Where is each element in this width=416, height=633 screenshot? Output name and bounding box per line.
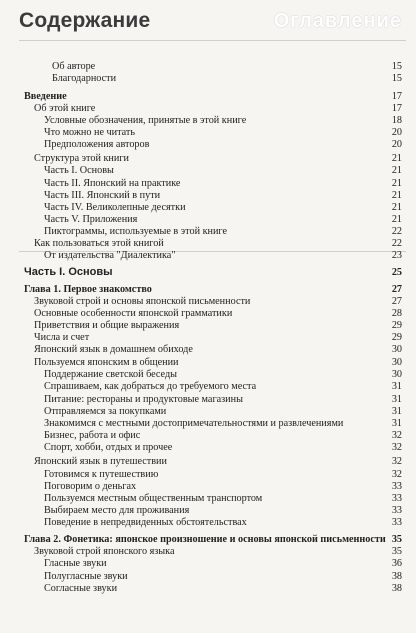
toc-entry[interactable]: Пользуемся японским в общении 30 [34, 357, 402, 368]
toc-entry[interactable]: Часть I. Основы 25 [24, 266, 402, 278]
toc-entry[interactable]: Условные обозначения, принятые в этой книге 18 [44, 115, 402, 126]
toc-entry[interactable]: Как пользоваться этой книгой 22 [34, 238, 402, 249]
toc-entry[interactable]: Часть II. Японский на практике 21 [44, 178, 402, 189]
toc-entry[interactable]: Пользуемся местным общественным транспортом 33 [44, 493, 402, 504]
toc-entry[interactable]: Гласные звуки 36 [44, 558, 402, 569]
toc-entry[interactable]: Пиктограммы, используемые в этой книге 22 [44, 226, 402, 237]
toc-entry[interactable]: Бизнес, работа и офис 32 [44, 430, 402, 441]
toc-entry[interactable]: Числа и счет 29 [34, 332, 402, 343]
toc-entry[interactable]: Отправляемся за покупками 31 [44, 406, 402, 417]
toc-entry[interactable]: Звуковой строй японского языка 35 [34, 546, 402, 557]
toc-entry[interactable]: Основные особенности японской грамматики 28 [34, 308, 402, 319]
toc-entry[interactable]: Часть IV. Великолепные десятки 21 [44, 202, 402, 213]
toc-entry[interactable]: Благодарности 15 [52, 73, 402, 84]
toc-entry[interactable]: Знакомимся с местными достопримечательностями и развлечениями 31 [44, 418, 402, 429]
toc-entry[interactable]: Спрашиваем, как добраться до требуемого места 31 [44, 381, 402, 392]
toc-entry[interactable]: Глава 2. Фонетика: японское произношение и основы японской письменности 35 [24, 534, 402, 545]
toc-entry[interactable]: Введение 17 [24, 91, 402, 102]
toc-entry[interactable]: Предположения авторов 20 [44, 139, 402, 150]
toc-entry[interactable]: Часть V. Приложения 21 [44, 214, 402, 225]
toc-entry[interactable]: Спорт, хобби, отдых и прочее 32 [44, 442, 402, 453]
toc-entry[interactable]: Глава 1. Первое знакомство 27 [24, 284, 402, 295]
toc-entry[interactable]: Японский язык в домашнем обиходе 30 [34, 344, 402, 355]
toc-entry[interactable]: Выбираем место для проживания 33 [44, 505, 402, 516]
toc-entry[interactable]: Приветствия и общие выражения 29 [34, 320, 402, 331]
page-title: Содержание [19, 9, 151, 32]
toc-entry[interactable]: Часть I. Основы 21 [44, 165, 402, 176]
toc-entry[interactable]: Структура этой книги 21 [34, 153, 402, 164]
toc-entry[interactable]: Полугласные звуки 38 [44, 571, 402, 582]
toc-entry[interactable]: От издательства "Диалектика" 23 [44, 250, 402, 261]
toc-entry[interactable]: Японский язык в путешествии 32 [34, 456, 402, 467]
mirror-title: Оглавление [273, 10, 402, 32]
toc-entry[interactable]: Звуковой строй и основы японской письменности 27 [34, 296, 402, 307]
toc-entry[interactable]: Об этой книге 17 [34, 103, 402, 114]
toc-entry[interactable]: Что можно не читать 20 [44, 127, 402, 138]
toc-entry[interactable]: Готовимся к путешествию 32 [44, 469, 402, 480]
toc-entry[interactable]: Поддержание светской беседы 30 [44, 369, 402, 380]
toc-entry[interactable]: Об авторе 15 [52, 61, 402, 72]
toc-entry[interactable]: Поведение в непредвиденных обстоятельствах 33 [44, 517, 402, 528]
toc-entry[interactable]: Питание: рестораны и продуктовые магазины 31 [44, 394, 402, 405]
toc-entry[interactable]: Поговорим о деньгах 33 [44, 481, 402, 492]
toc-entry[interactable]: Часть III. Японский в пути 21 [44, 190, 402, 201]
toc-entry[interactable]: Согласные звуки 38 [44, 583, 402, 594]
